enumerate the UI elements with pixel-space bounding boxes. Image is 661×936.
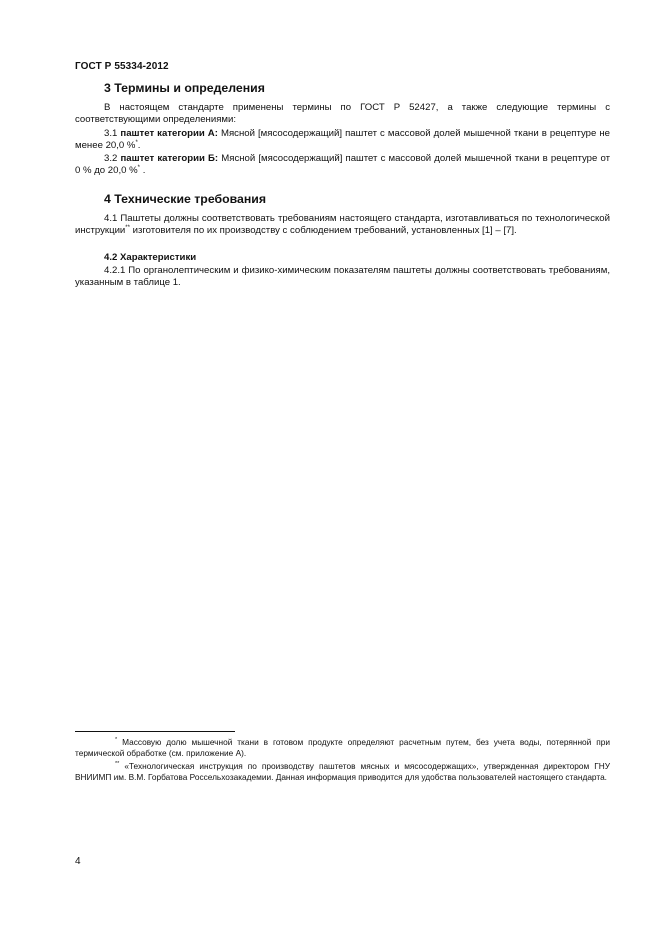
page-number: 4 — [75, 856, 81, 867]
section-3-intro-text: В настоящем стандарте применены термины по ГОСТ Р 52427, а также следующие термины с соответствующими определениями: — [75, 102, 610, 126]
section-3-title: 3 Термины и определения — [104, 81, 265, 95]
footnote-divider — [75, 731, 235, 732]
subsection-4-2-title: 4.2 Характеристики — [104, 252, 197, 263]
term-3-1-name: паштет категории А: — [120, 128, 218, 139]
term-3-2 — [75, 153, 610, 178]
paragraph-4-1-after: изготовителя по их производству с соблюдением требований, установленных [1] – [7]. — [132, 225, 517, 237]
paragraph-4-2-1 — [75, 265, 610, 290]
term-3-2-number: 3.2 — [104, 153, 118, 164]
footnote-1-text: Массовую долю мышечной ткани в готовом продукте определяют расчетным путем, без учета воды, потерянной при термической обработке (см. приложение А). — [75, 737, 610, 759]
term-3-2-name: паштет категории Б: — [120, 153, 219, 164]
section-3-intro — [75, 102, 610, 127]
term-3-1-number: 3.1 — [104, 128, 118, 139]
term-3-2-text: Мясной [мясосодержащий] паштет с массовой долей мышечной ткани в рецептуре от 0 % до 20,0 % — [75, 153, 610, 177]
paragraph-4-1-before: 4.1 Паштеты должны соответствовать требованиям настоящего стандарта, изготавливаться по технологической инструкции — [75, 213, 610, 237]
document-header: ГОСТ Р 55334-2012 — [75, 61, 169, 72]
section-4-title: 4 Технические требования — [104, 192, 266, 206]
term-3-2-footnote-mark: * — [137, 165, 141, 172]
term-3-1-footnote-mark: * — [135, 140, 138, 147]
footnote-2 — [75, 761, 610, 784]
term-3-1-text: Мясной [мясосодержащий] паштет с массовой долей мышечной ткани в рецептуре не менее 20,0 % — [75, 128, 611, 152]
paragraph-4-1 — [75, 213, 610, 238]
footnote-1-mark: * — [115, 737, 118, 743]
term-3-2-end: . — [142, 165, 146, 177]
paragraph-4-1-footnote-mark: ** — [125, 225, 130, 232]
term-3-1-end: . — [137, 140, 141, 152]
subsection-4-2 — [75, 252, 610, 264]
paragraph-4-2-1-text: 4.2.1 По органолептическим и физико-химическим показателям паштеты должны соответствовать требованиям, указанным в таблице 1. — [75, 265, 610, 289]
footnote-2-text: «Технологическая инструкция по производству паштетов мясных и мясосодержащих», утвержденная директором ГНУ ВНИИМП им. В.М. Горбатова Россельхозакадемии. Данная информация приводится для удобства пользователей настоящего стандарта. — [75, 761, 610, 783]
footnote-1 — [75, 737, 610, 760]
footnote-2-mark: ** — [115, 761, 120, 767]
term-3-1 — [75, 128, 610, 153]
